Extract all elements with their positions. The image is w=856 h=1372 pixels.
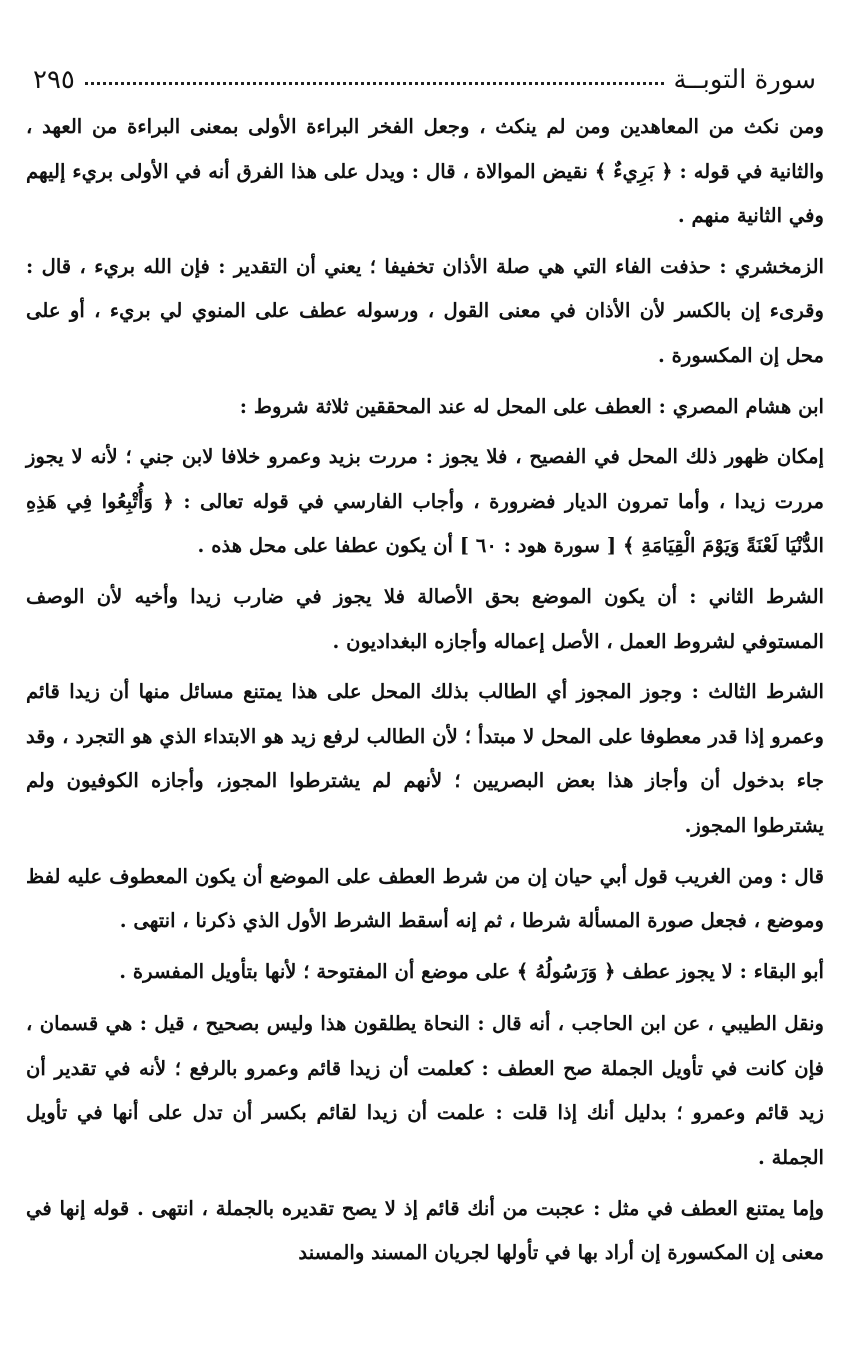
running-header (33, 58, 816, 102)
page-number: ٢٩٥ (33, 65, 75, 95)
paragraph-10: وإما يمتنع العطف في مثل : عجبت من أنك قائم إذ لا يصح تقديره بالجملة ، انتهى . قوله إنها في معنى إن المكسورة إن أراد بها في تأولها لجريان المسند والمسند (26, 1196, 824, 1265)
paragraph-8: أبو البقاء : لا يجوز عطف ﴿ وَرَسُولُهُ ﴾ على موضع أن المفتوحة ؛ لأنها بتأويل المفسرة . (119, 959, 824, 983)
paragraph-9: ونقل الطيبي ، عن ابن الحاجب ، أنه قال : النحاة يطلقون هذا وليس بصحيح ، قيل : هي قسمان ، فإن كانت في تأويل الجملة صح العطف : كعلمت أن زيدا قائم وعمرو بالرفع ؛ لأنه في تقدير أن زيد قائم وعمرو ؛ بدليل أنك إذا قلت : علمت أن زيدا لقائم بكسر أن تدل على أنها في تأويل الجملة . (26, 1012, 824, 1170)
paragraph-6: الشرط الثالث : وجوز المجوز أي الطالب بذلك المحل على هذا يمتنع مسائل منها أن زيدا قائم وعمرو إذا قدر معطوفا على المحل لا مبتدأ ؛ لأن الطالب لرفع زيد هو الابتداء الذي هو التجرد ، وقد جاء بدخول أن وأجاز هذا بعض البصريين ؛ لأنهم لم يشترطوا المجوز، وأجازه الكوفيون ولم يشترطوا المجوز. (26, 680, 824, 837)
dotted-leader (85, 82, 664, 85)
paragraph-4: إمكان ظهور ذلك المحل في الفصيح ، فلا يجوز : مررت بزيد وعمرو خلافا لابن جني ؛ لأنه لا يجوز مررت زيدا ، وأما تمرون الديار فضرورة ، وأجاب الفارسي في قوله تعالى : ﴿ وَأُتْبِعُوا فِي هَذِهِ الدُّنْيَا لَعْنَةً وَيَوْمَ الْقِيَامَةِ ﴾ [ سورة هود : ٦٠ ] أن يكون عطفا على محل هذه . (26, 445, 824, 558)
paragraph-3: ابن هشام المصري : العطف على المحل له عند المحققين ثلاثة شروط : (239, 394, 824, 418)
paragraph-7: قال : ومن الغريب قول أبي حيان إن من شرط العطف على الموضع أن يكون المعطوف عليه لفظ وموضع ، فجعل صورة المسألة شرطا ، ثم إنه أسقط الشرط الأول الذي ذكرنا ، انتهى . (26, 864, 824, 933)
paragraph-1: ومن نكث من المعاهدين ومن لم ينكث ، وجعل الفخر البراءة الأولى بمعنى البراءة من العهد ، والثانية في قوله : ﴿ بَرِيءٌ ﴾ نقيض الموالاة ، قال : ويدل على هذا الفرق أنه في الأولى بريء إليهم وفي الثانية منهم . (26, 115, 824, 228)
surah-title: سورة التوبــة (673, 65, 816, 95)
paragraph-5: الشرط الثاني : أن يكون الموضع بحق الأصالة فلا يجوز في ضارب زيدا وأخيه لأن الوصف المستوفي لشروط العمل ، الأصل إعماله وأجازه البغداديون . (26, 584, 824, 653)
paragraph-2: الزمخشري : حذفت الفاء التي هي صلة الأذان تخفيفا ؛ يعني أن التقدير : فإن الله بريء ، قال : وقرىء إن بالكسر لأن الأذان في معنى القول ، ورسوله عطف على المنوي لي بريء ، أو على محل إن المكسورة . (26, 254, 824, 367)
page-body (26, 105, 824, 1280)
